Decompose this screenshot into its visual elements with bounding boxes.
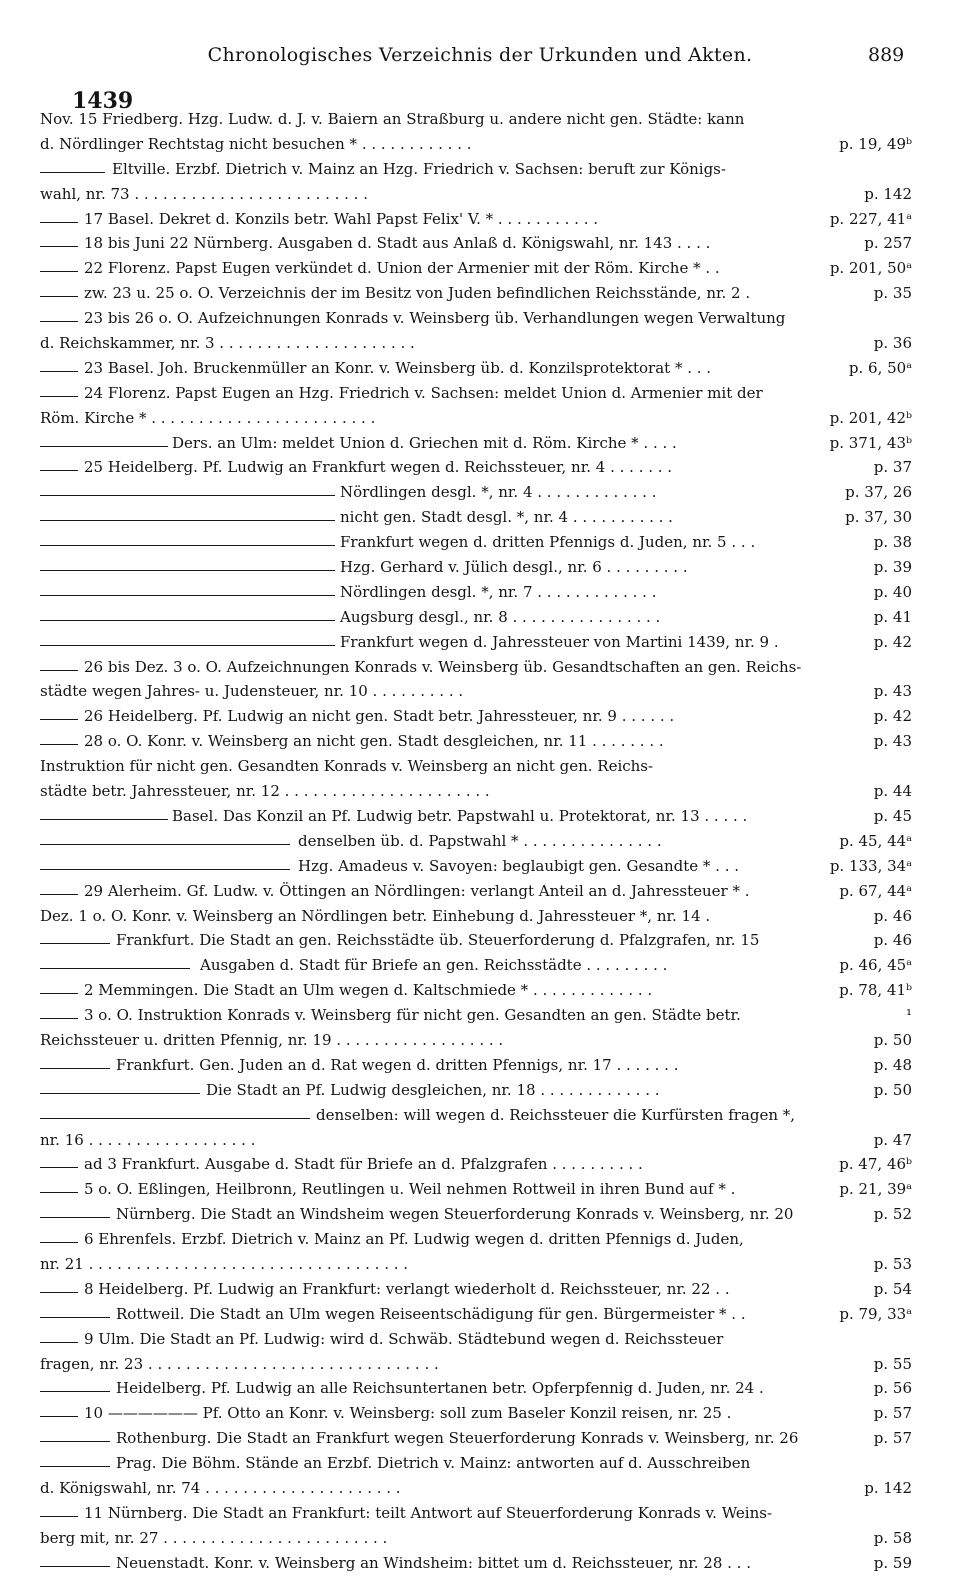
ditto-rule xyxy=(40,844,290,845)
entry-text: Heidelberg. Pf. Ludwig an alle Reichsuntertanen betr. Opferpfennig d. Juden, nr. 24 . xyxy=(116,1379,764,1398)
page-reference: p. 201, 42ᵇ xyxy=(829,408,912,427)
page-reference: p. 371, 43ᵇ xyxy=(829,433,912,452)
register-line xyxy=(0,1053,960,1078)
entry-text: d. Königswahl, nr. 74 . . . . . . . . . . . . . . . . . . . . . xyxy=(40,1478,401,1497)
register-line xyxy=(0,1128,960,1153)
entry-text: Ausgaben d. Stadt für Briefe an gen. Reichsstädte . . . . . . . . . xyxy=(200,956,668,975)
register-line xyxy=(0,953,960,978)
page-number: 889 xyxy=(868,44,905,66)
entry-text: städte betr. Jahressteuer, nr. 12 . . . . . . . . . . . . . . . . . . . . . . xyxy=(40,782,490,801)
entry-text: Rothenburg. Die Stadt an Frankfurt wegen Steuerforderung Konrads v. Weinsberg, nr. 26 xyxy=(116,1429,799,1448)
entry-text: 2 Memmingen. Die Stadt an Ulm wegen d. Kaltschmiede * . . . . . . . . . . . . . xyxy=(84,981,653,1000)
entry-text: Frankfurt wegen d. dritten Pfennigs d. Juden, nr. 5 . . . xyxy=(340,533,756,552)
entry-text: Nördlingen desgl. *, nr. 7 . . . . . . . . . . . . . xyxy=(340,582,657,601)
register-line xyxy=(0,904,960,929)
ditto-rule xyxy=(40,172,105,173)
page-reference: p. 37, 26 xyxy=(845,483,912,502)
entry-text: Instruktion für nicht gen. Gesandten Konrads v. Weinsberg an nicht gen. Reichs- xyxy=(40,757,654,776)
page-reference: p. 45 xyxy=(873,806,912,825)
entry-text: d. Nördlinger Rechtstag nicht besuchen * . . . . . . . . . . . . xyxy=(40,134,472,153)
page-reference: p. 53 xyxy=(873,1254,912,1273)
entry-text: Röm. Kirche * . . . . . . . . . . . . . . . . . . . . . . . . xyxy=(40,408,376,427)
entry-text: 28 o. O. Konr. v. Weinsberg an nicht gen. Stadt desgleichen, nr. 11 . . . . . . . . xyxy=(84,732,664,751)
register-entries xyxy=(0,107,960,1576)
entry-text: nicht gen. Stadt desgl. *, nr. 4 . . . . . . . . . . . xyxy=(340,508,673,527)
ditto-rule xyxy=(40,894,78,895)
register-line xyxy=(0,679,960,704)
ditto-rule xyxy=(40,570,335,571)
page-reference: p. 39 xyxy=(873,558,912,577)
register-line xyxy=(0,1401,960,1426)
page-reference: p. 47 xyxy=(873,1130,912,1149)
entry-text: Frankfurt. Die Stadt an gen. Reichsstädte üb. Steuerforderung d. Pfalzgrafen, nr. 15 xyxy=(116,931,760,950)
entry-text: 24 Florenz. Papst Eugen an Hzg. Friedrich v. Sachsen: meldet Union d. Armenier mit der xyxy=(84,383,763,402)
register-line xyxy=(0,555,960,580)
ditto-rule xyxy=(40,1317,110,1318)
page-reference: p. 42 xyxy=(873,632,912,651)
page-reference: p. 46 xyxy=(873,931,912,950)
entry-text: nr. 16 . . . . . . . . . . . . . . . . . . xyxy=(40,1130,256,1149)
page-reference: p. 43 xyxy=(873,732,912,751)
ditto-rule xyxy=(40,968,190,969)
register-line xyxy=(0,879,960,904)
entry-text: nr. 21 . . . . . . . . . . . . . . . . . . . . . . . . . . . . . . . . . . xyxy=(40,1254,409,1273)
entry-text: 23 bis 26 o. O. Aufzeichnungen Konrads v. Weinsberg üb. Verhandlungen wegen Verwaltung xyxy=(84,309,786,328)
entry-text: 18 bis Juni 22 Nürnberg. Ausgaben d. Stadt aus Anlaß d. Königswahl, nr. 143 . . . . xyxy=(84,234,711,253)
register-line xyxy=(0,455,960,480)
ditto-rule xyxy=(40,943,110,944)
ditto-rule xyxy=(40,545,335,546)
page-reference: p. 67, 44ᵃ xyxy=(839,881,912,900)
register-line xyxy=(0,1028,960,1053)
register-line xyxy=(0,630,960,655)
register-line xyxy=(0,1227,960,1252)
entry-text: 26 bis Dez. 3 o. O. Aufzeichnungen Konrads v. Weinsberg üb. Gesandtschaften an gen. Reichs- xyxy=(84,657,802,676)
entry-text: Nürnberg. Die Stadt an Windsheim wegen Steuerforderung Konrads v. Weinsberg, nr. 20 xyxy=(116,1205,794,1224)
register-line xyxy=(0,854,960,879)
ditto-rule xyxy=(40,869,290,870)
ditto-rule xyxy=(40,296,78,297)
page-reference: p. 52 xyxy=(873,1205,912,1224)
page-reference: p. 41 xyxy=(873,607,912,626)
register-line xyxy=(0,580,960,605)
ditto-rule xyxy=(40,670,78,671)
page-reference: p. 46, 45ᵃ xyxy=(839,956,912,975)
ditto-rule xyxy=(40,1118,310,1119)
page-reference: ¹ xyxy=(905,1006,912,1025)
register-line xyxy=(0,256,960,281)
ditto-rule xyxy=(40,595,335,596)
page-reference: p. 38 xyxy=(873,533,912,552)
page-reference: p. 19, 49ᵇ xyxy=(839,134,912,153)
register-line xyxy=(0,505,960,530)
register-line xyxy=(0,1426,960,1451)
page-reference: p. 21, 39ᵃ xyxy=(839,1180,912,1199)
entry-text: städte wegen Jahres- u. Judensteuer, nr. 10 . . . . . . . . . . xyxy=(40,682,464,701)
entry-text: Prag. Die Böhm. Stände an Erzbf. Dietrich v. Mainz: antworten auf d. Ausschreiben xyxy=(116,1454,751,1473)
entry-text: 9 Ulm. Die Stadt an Pf. Ludwig: wird d. Schwäb. Städtebund wegen d. Reichssteuer xyxy=(84,1329,724,1348)
entry-text: 5 o. O. Eßlingen, Heilbronn, Reutlingen u. Weil nehmen Rottweil in ihren Bund auf * . xyxy=(84,1180,736,1199)
entry-text: 11 Nürnberg. Die Stadt an Frankfurt: teilt Antwort auf Steuerforderung Konrads v. Weins- xyxy=(84,1503,773,1522)
entry-text: 6 Ehrenfels. Erzbf. Dietrich v. Mainz an Pf. Ludwig wegen d. dritten Pfennigs d. Juden, xyxy=(84,1230,744,1249)
ditto-rule xyxy=(40,645,335,646)
entry-text: Hzg. Gerhard v. Jülich desgl., nr. 6 . . . . . . . . . xyxy=(340,558,688,577)
register-line xyxy=(0,1551,960,1576)
register-line xyxy=(0,978,960,1003)
entry-text: zw. 23 u. 25 o. O. Verzeichnis der im Besitz von Juden befindlichen Reichsstände, nr. 2 . xyxy=(84,284,751,303)
register-line xyxy=(0,729,960,754)
entry-text: Frankfurt. Gen. Juden an d. Rat wegen d. dritten Pfennigs, nr. 17 . . . . . . . xyxy=(116,1055,679,1074)
page-reference: p. 133, 34ᵃ xyxy=(829,856,912,875)
entry-text: 22 Florenz. Papst Eugen verkündet d. Union der Armenier mit der Röm. Kirche * . . xyxy=(84,259,720,278)
register-line xyxy=(0,231,960,256)
register-line xyxy=(0,1476,960,1501)
register-line xyxy=(0,107,960,132)
entry-text: Hzg. Amadeus v. Savoyen: beglaubigt gen. Gesandte * . . . xyxy=(298,856,740,875)
register-line xyxy=(0,132,960,157)
entry-text: berg mit, nr. 27 . . . . . . . . . . . . . . . . . . . . . . . . xyxy=(40,1528,388,1547)
register-line xyxy=(0,1501,960,1526)
page-reference: p. 37, 30 xyxy=(845,508,912,527)
ditto-rule xyxy=(40,446,168,447)
page-reference: p. 6, 50ᵃ xyxy=(848,358,912,377)
register-line xyxy=(0,381,960,406)
page-reference: p. 257 xyxy=(864,234,912,253)
register-line xyxy=(0,704,960,729)
ditto-rule xyxy=(40,1516,78,1517)
page-reference: p. 47, 46ᵇ xyxy=(839,1155,912,1174)
page-reference: p. 201, 50ᵃ xyxy=(829,259,912,278)
entry-text: Frankfurt wegen d. Jahressteuer von Martini 1439, nr. 9 . xyxy=(340,632,779,651)
register-line xyxy=(0,1078,960,1103)
register-line xyxy=(0,530,960,555)
ditto-rule xyxy=(40,620,335,621)
page-reference: p. 44 xyxy=(873,782,912,801)
ditto-rule xyxy=(40,271,78,272)
page-reference: p. 46 xyxy=(873,906,912,925)
page-reference: p. 55 xyxy=(873,1354,912,1373)
ditto-rule xyxy=(40,819,168,820)
register-line xyxy=(0,1003,960,1028)
ditto-rule xyxy=(40,222,78,223)
entry-text: Dez. 1 o. O. Konr. v. Weinsberg an Nördlingen betr. Einhebung d. Jahressteuer *, nr. 14 . xyxy=(40,906,711,925)
register-line xyxy=(0,281,960,306)
page-reference: p. 36 xyxy=(873,334,912,353)
entry-text: Basel. Das Konzil an Pf. Ludwig betr. Papstwahl u. Protektorat, nr. 13 . . . . . xyxy=(172,806,748,825)
entry-text: 26 Heidelberg. Pf. Ludwig an nicht gen. Stadt betr. Jahressteuer, nr. 9 . . . . . . xyxy=(84,707,675,726)
entry-text: 25 Heidelberg. Pf. Ludwig an Frankfurt wegen d. Reichssteuer, nr. 4 . . . . . . . xyxy=(84,458,673,477)
register-line xyxy=(0,779,960,804)
entry-text: Neuenstadt. Konr. v. Weinsberg an Windsheim: bittet um d. Reichssteuer, nr. 28 . . . xyxy=(116,1553,751,1572)
entry-text: Ders. an Ulm: meldet Union d. Griechen mit d. Röm. Kirche * . . . . xyxy=(172,433,677,452)
page-reference: p. 42 xyxy=(873,707,912,726)
register-line xyxy=(0,754,960,779)
register-line xyxy=(0,331,960,356)
register-line xyxy=(0,1376,960,1401)
register-line xyxy=(0,356,960,381)
register-line xyxy=(0,829,960,854)
ditto-rule xyxy=(40,520,335,521)
register-line xyxy=(0,306,960,331)
entry-text: denselben üb. d. Papstwahl * . . . . . . . . . . . . . . . xyxy=(298,831,662,850)
page-reference: p. 37 xyxy=(873,458,912,477)
page-reference: p. 45, 44ᵃ xyxy=(839,831,912,850)
register-line xyxy=(0,804,960,829)
ditto-rule xyxy=(40,1018,78,1019)
ditto-rule xyxy=(40,1466,110,1467)
entry-text: Nördlingen desgl. *, nr. 4 . . . . . . . . . . . . . xyxy=(340,483,657,502)
entry-text: 3 o. O. Instruktion Konrads v. Weinsberg für nicht gen. Gesandten an gen. Städte betr. xyxy=(84,1006,741,1025)
page-reference: p. 54 xyxy=(873,1279,912,1298)
ditto-rule xyxy=(40,470,78,471)
register-line xyxy=(0,1302,960,1327)
entry-text: 29 Alerheim. Gf. Ludw. v. Öttingen an Nördlingen: verlangt Anteil an d. Jahressteuer * . xyxy=(84,881,750,900)
page-reference: p. 58 xyxy=(873,1528,912,1547)
ditto-rule xyxy=(40,1342,78,1343)
entry-text: wahl, nr. 73 . . . . . . . . . . . . . . . . . . . . . . . . . xyxy=(40,184,368,203)
ditto-rule xyxy=(40,246,78,247)
register-line xyxy=(0,1202,960,1227)
register-line xyxy=(0,605,960,630)
ditto-rule xyxy=(40,371,78,372)
ditto-rule xyxy=(40,321,78,322)
entry-text: Die Stadt an Pf. Ludwig desgleichen, nr. 18 . . . . . . . . . . . . . xyxy=(206,1080,660,1099)
page-reference: p. 57 xyxy=(873,1404,912,1423)
register-line xyxy=(0,406,960,431)
register-line xyxy=(0,182,960,207)
entry-text: Augsburg desgl., nr. 8 . . . . . . . . . . . . . . . . xyxy=(340,607,661,626)
page-reference: p. 40 xyxy=(873,582,912,601)
ditto-rule xyxy=(40,1566,110,1567)
ditto-rule xyxy=(40,1292,78,1293)
register-line xyxy=(0,1152,960,1177)
ditto-rule xyxy=(40,1167,78,1168)
ditto-rule xyxy=(40,744,78,745)
ditto-rule xyxy=(40,719,78,720)
register-line xyxy=(0,1451,960,1476)
entry-text: 17 Basel. Dekret d. Konzils betr. Wahl Papst Felix' V. * . . . . . . . . . . . xyxy=(84,209,599,228)
entry-text: Rottweil. Die Stadt an Ulm wegen Reiseentschädigung für gen. Bürgermeister * . . xyxy=(116,1304,746,1323)
entry-text: Eltville. Erzbf. Dietrich v. Mainz an Hzg. Friedrich v. Sachsen: beruft zur Königs- xyxy=(112,159,726,178)
entry-text: 23 Basel. Joh. Bruckenmüller an Konr. v. Weinsberg üb. d. Konzilsprotektorat * . . . xyxy=(84,358,712,377)
ditto-rule xyxy=(40,1242,78,1243)
running-header-title: Chronologisches Verzeichnis der Urkunden und Akten. xyxy=(207,44,753,66)
page-reference: p. 59 xyxy=(873,1553,912,1572)
page-reference: p. 227, 41ᵃ xyxy=(829,209,912,228)
page-reference: p. 35 xyxy=(873,284,912,303)
entry-text: 10 —————— Pf. Otto an Konr. v. Weinsberg: soll zum Baseler Konzil reisen, nr. 25 . xyxy=(84,1404,732,1423)
entry-text: 8 Heidelberg. Pf. Ludwig an Frankfurt: verlangt wiederholt d. Reichssteuer, nr. 22 . . xyxy=(84,1279,730,1298)
register-line xyxy=(0,157,960,182)
year-heading: 1439 xyxy=(72,88,134,114)
page-reference: p. 43 xyxy=(873,682,912,701)
register-line xyxy=(0,480,960,505)
ditto-rule xyxy=(40,1093,200,1094)
entry-text: Nov. 15 Friedberg. Hzg. Ludw. d. J. v. Baiern an Straßburg u. andere nicht gen. Städte: kann xyxy=(40,110,745,128)
ditto-rule xyxy=(40,495,335,496)
register-line xyxy=(0,1277,960,1302)
ditto-rule xyxy=(40,993,78,994)
entry-text: denselben: will wegen d. Reichssteuer die Kurfürsten fragen *, xyxy=(316,1105,796,1124)
ditto-rule xyxy=(40,1441,110,1442)
page-reference: p. 56 xyxy=(873,1379,912,1398)
page-reference: p. 50 xyxy=(873,1030,912,1049)
register-line xyxy=(0,928,960,953)
entry-text: fragen, nr. 23 . . . . . . . . . . . . . . . . . . . . . . . . . . . . . . . xyxy=(40,1354,439,1373)
register-line xyxy=(0,1252,960,1277)
register-line xyxy=(0,655,960,680)
register-line xyxy=(0,1352,960,1377)
ditto-rule xyxy=(40,396,78,397)
register-line xyxy=(0,1177,960,1202)
register-line xyxy=(0,1103,960,1128)
entry-text: d. Reichskammer, nr. 3 . . . . . . . . . . . . . . . . . . . . . xyxy=(40,334,415,353)
entry-text: ad 3 Frankfurt. Ausgabe d. Stadt für Briefe an d. Pfalzgrafen . . . . . . . . . . xyxy=(84,1155,643,1174)
ditto-rule xyxy=(40,1416,78,1417)
page-reference: p. 142 xyxy=(864,184,912,203)
ditto-rule xyxy=(40,1217,110,1218)
register-line xyxy=(0,1526,960,1551)
ditto-rule xyxy=(40,1192,78,1193)
ditto-rule xyxy=(40,1391,110,1392)
page-reference: p. 142 xyxy=(864,1478,912,1497)
register-line xyxy=(0,207,960,232)
page-reference: p. 57 xyxy=(873,1429,912,1448)
page-reference: p. 50 xyxy=(873,1080,912,1099)
ditto-rule xyxy=(40,1068,110,1069)
register-line xyxy=(0,431,960,456)
register-line xyxy=(0,1327,960,1352)
entry-text: Reichssteuer u. dritten Pfennig, nr. 19 . . . . . . . . . . . . . . . . . . xyxy=(40,1030,504,1049)
page-reference: p. 48 xyxy=(873,1055,912,1074)
page-reference: p. 79, 33ᵃ xyxy=(839,1304,912,1323)
page-reference: p. 78, 41ᵇ xyxy=(839,981,912,1000)
